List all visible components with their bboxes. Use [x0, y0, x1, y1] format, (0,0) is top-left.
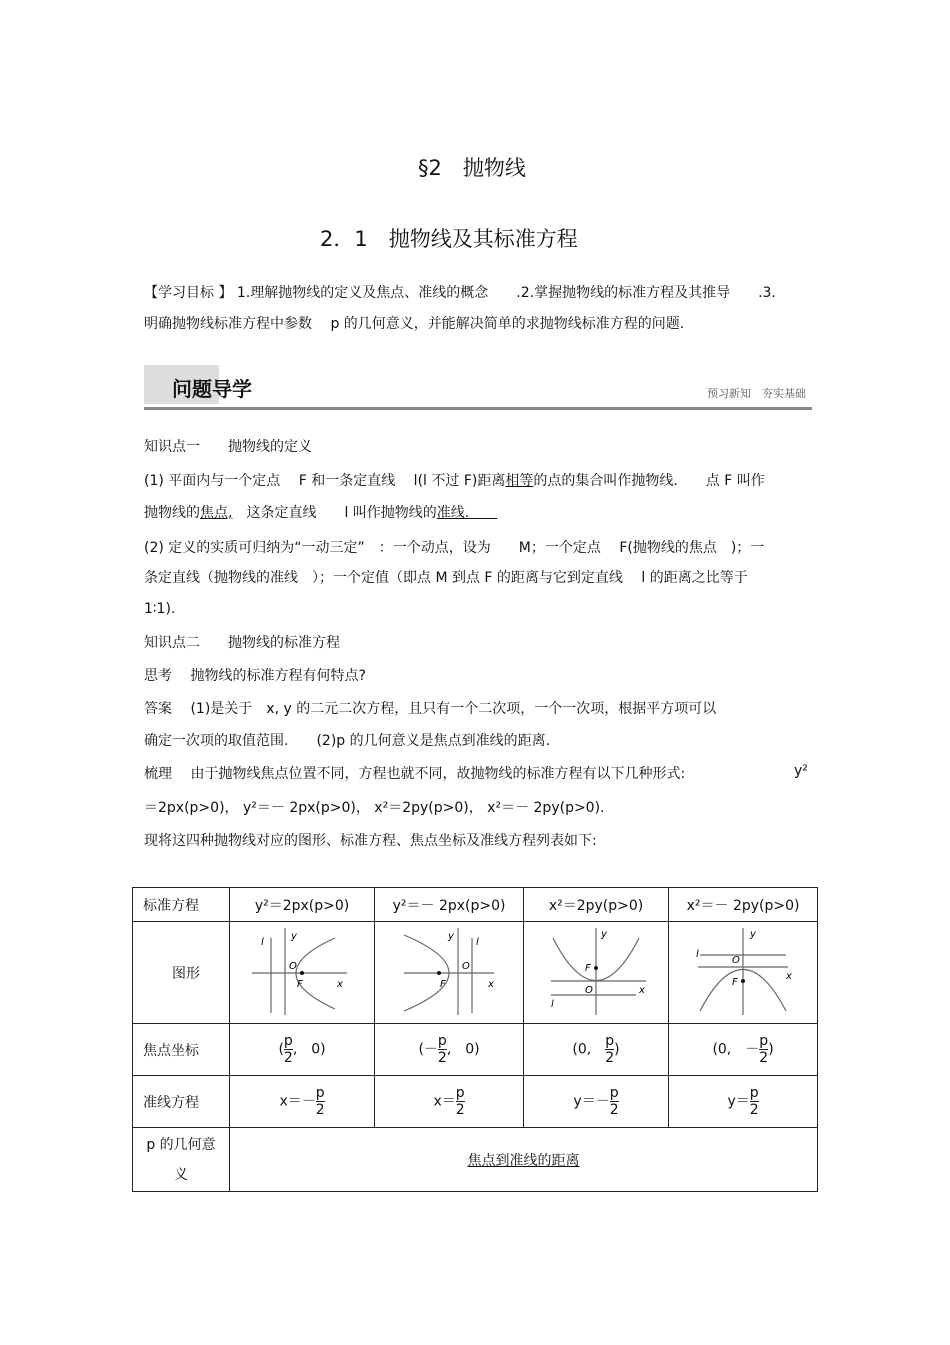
graph-cell — [669, 922, 818, 1024]
svg-text:l: l — [696, 948, 699, 960]
parabola-down-graph — [688, 923, 798, 1019]
directrix-cell: x＝－ $\frac{p}{2}$ — [230, 1076, 375, 1128]
knowledge-point-1: 知识点一 抛物线的定义 — [144, 439, 312, 455]
svg-text:F: F — [585, 962, 591, 974]
svg-text:O: O — [732, 954, 740, 966]
section-banner — [144, 365, 812, 410]
focus-cell: (0, $\frac{p}{2}$ ) — [523, 1024, 668, 1076]
directrix-cell: y＝－ $\frac{p}{2}$ — [523, 1076, 668, 1128]
svg-text:x: x — [639, 984, 645, 996]
svg-text:y: y — [448, 930, 454, 942]
answer-line1: 答案 (1)是关于 x, y 的二元二次方程，且只有一个二次项，一个一次项，根据平方项可以 — [144, 701, 717, 717]
svg-text:l: l — [551, 998, 554, 1010]
summary-line1-end: y² — [794, 763, 808, 779]
svg-text:y: y — [750, 928, 756, 940]
svg-text:O: O — [462, 960, 470, 972]
paragraph-2b: 条定直线（抛物线的准线 ）；一个定值（即点 M 到点 F 的距离与它到定直线 l 的距离之比等于 — [144, 570, 748, 586]
section-title: §2 抛物线 — [418, 156, 526, 180]
equation-cell: y²＝－ 2px(p>0) — [375, 888, 524, 922]
directrix-cell: x＝ $\frac{p}{2}$ — [375, 1076, 524, 1128]
parabola-left-graph — [394, 923, 504, 1019]
think-question: 思考 抛物线的标准方程有何特点? — [144, 668, 366, 684]
graph-cell — [523, 922, 668, 1024]
row-label: 准线方程 — [133, 1076, 230, 1128]
row-label: p 的几何意义 — [133, 1128, 230, 1192]
focus-cell: ( $\frac{p}{2}$ , 0) — [230, 1024, 375, 1076]
svg-text:y: y — [601, 928, 607, 940]
parabola-up-graph — [541, 923, 651, 1019]
objectives-line2: 明确抛物线标准方程中参数 p 的几何意义，并能解决简单的求抛物线标准方程的问题. — [144, 316, 685, 332]
paragraph-2c: 1∶1). — [144, 601, 176, 617]
paragraph-1a: (1) 平面内与一个定点 F 和一条定直线 l(l 不过 F)距离相等的点的集合叫作抛物线. 点 F 叫作 — [144, 473, 765, 489]
equation-cell: x²＝－ 2py(p>0) — [669, 888, 818, 922]
parabola-table — [132, 887, 818, 1192]
graph-cell — [375, 922, 524, 1024]
svg-text:x: x — [488, 978, 494, 990]
banner-subtitle: 预习新知 夯实基础 — [707, 387, 806, 400]
focus-cell: (0, － $\frac{p}{2}$ ) — [669, 1024, 818, 1076]
summary-line1: 梳理 由于抛物线焦点位置不同，方程也就不同，故抛物线的标准方程有以下几种形式: — [144, 766, 686, 782]
row-label: 标准方程 — [133, 888, 230, 922]
objectives-line1: 【学习目标 】 1.理解抛物线的定义及焦点、准线的概念 .2.掌握抛物线的标准方程及其推导 .3. — [144, 285, 776, 301]
paragraph-1b: 抛物线的焦点, 这条定直线 l 叫作抛物线的准线. — [144, 505, 498, 521]
svg-text:O: O — [289, 960, 297, 972]
banner-title: 问题导学 — [172, 377, 252, 401]
directrix-cell: y＝ $\frac{p}{2}$ — [669, 1076, 818, 1128]
table-row — [133, 1128, 818, 1192]
table-row — [133, 1076, 818, 1128]
row-label: 图形 — [133, 922, 230, 1024]
meaning-cell — [230, 1128, 818, 1192]
svg-text:F: F — [732, 976, 738, 988]
svg-text:l: l — [476, 936, 479, 948]
graph-cell — [230, 922, 375, 1024]
svg-text:x: x — [337, 978, 343, 990]
paragraph-2a: (2) 定义的实质可归纳为“一动三定” ：一个动点，设为 M；一个定点 F(抛物线的焦点 )；一 — [144, 540, 765, 556]
equation-cell: x²＝2py(p>0) — [523, 888, 668, 922]
svg-text:O: O — [585, 984, 593, 996]
row-label: 焦点坐标 — [133, 1024, 230, 1076]
parabola-right-graph — [247, 923, 357, 1019]
table-intro: 现将这四种抛物线对应的图形、标准方程、焦点坐标及准线方程列表如下: — [144, 833, 597, 849]
answer-line2: 确定一次项的取值范围. (2)p 的几何意义是焦点到准线的距离. — [144, 733, 551, 749]
focus-cell: (－ $\frac{p}{2}$ , 0) — [375, 1024, 524, 1076]
table-row — [133, 888, 818, 922]
knowledge-point-2: 知识点二 抛物线的标准方程 — [144, 635, 340, 651]
meaning-text: 焦点到准线的距离 — [467, 1152, 580, 1169]
svg-text:x: x — [786, 970, 792, 982]
subsection-title: 2．1 抛物线及其标准方程 — [320, 227, 578, 251]
table-row — [133, 1024, 818, 1076]
svg-text:F: F — [440, 978, 446, 990]
svg-text:l: l — [261, 936, 264, 948]
table-row — [133, 922, 818, 1024]
svg-text:F: F — [297, 978, 303, 990]
summary-line2: ＝2px(p>0)， y²＝－ 2px(p>0)， x²＝2py(p>0)， x²＝－ 2py(p>0). — [144, 800, 605, 816]
equation-cell: y²＝2px(p>0) — [230, 888, 375, 922]
svg-text:y: y — [291, 930, 297, 942]
